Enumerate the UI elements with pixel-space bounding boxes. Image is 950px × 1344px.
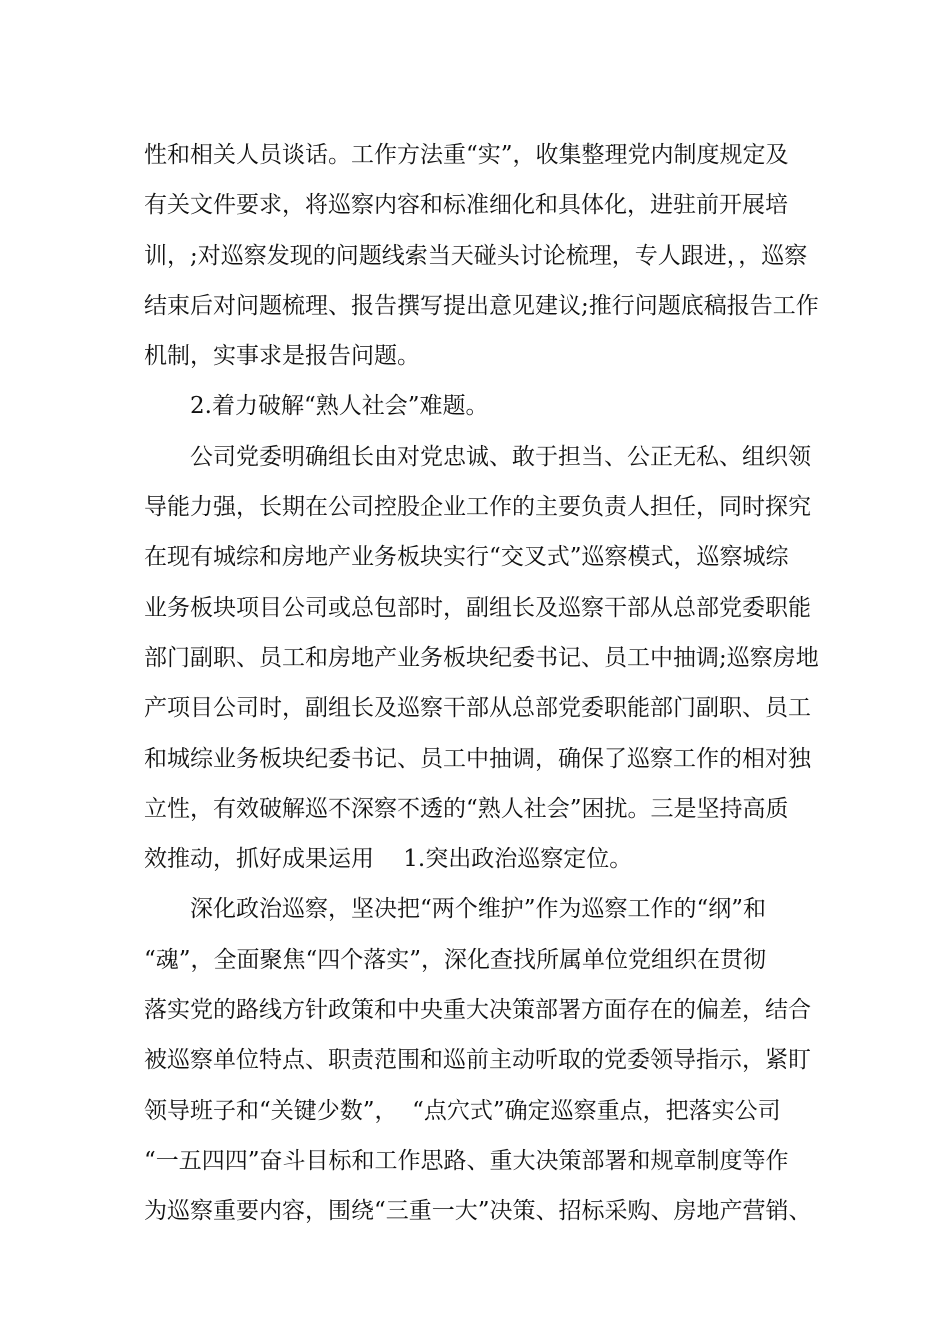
text-line: 领导班子和“关键少数”， “点穴式”确定巡察重点，把落实公司 (144, 1097, 781, 1124)
text-line: 有关文件要求，将巡察内容和标准细化和具体化，进驻前开展培 (144, 192, 788, 219)
text-line: 业务板块项目公司或总包部时，副组长及巡察干部从总部党委职能 (144, 594, 811, 621)
text-line: 在现有城综和房地产业务板块实行“交叉式”巡察模式，巡察城综 (144, 544, 789, 571)
text-line: 落实党的路线方针政策和中央重大决策部署方面存在的偏差，结合 (144, 997, 811, 1024)
text-line: 部门副职、员工和房地产业务板块纪委书记、员工中抽调;巡察房地 (144, 644, 819, 671)
text-line: 机制，实事求是报告问题。 (144, 343, 420, 370)
text-line: 效推动，抓好成果运用 1.突出政治巡察定位。 (144, 846, 633, 873)
text-line: 被巡察单位特点、职责范围和巡前主动听取的党委领导指示，紧盯 (144, 1047, 811, 1074)
section-heading: 2.着力破解“熟人社会”难题。 (190, 393, 489, 420)
text-line: 训，;对巡察发现的问题线索当天碰头讨论梳理，专人跟进，，巡察 (144, 242, 808, 269)
text-line: 公司党委明确组长由对党忠诚、敢于担当、公正无私、组织领 (190, 443, 811, 470)
text-line: 结束后对问题梳理、报告撰写提出意见建议;推行问题底稿报告工作 (144, 292, 819, 319)
text-line: 产项目公司时，副组长及巡察干部从总部党委职能部门副职、员工 (144, 695, 811, 722)
text-line: 和城综业务板块纪委书记、员工中抽调，确保了巡察工作的相对独 (144, 745, 811, 772)
text-line: 导能力强，长期在公司控股企业工作的主要负责人担任，同时探究 (144, 494, 811, 521)
text-line: “魂”，全面聚焦“四个落实”，深化查找所属单位党组织在贯彻 (144, 946, 767, 973)
text-line: 立性，有效破解巡不深察不透的“熟人社会”困扰。三是坚持高质 (144, 795, 789, 822)
body-text (144, 130, 834, 1237)
text-line: 深化政治巡察，坚决把“两个维护”作为巡察工作的“纲”和 (190, 896, 767, 923)
text-line: “一五四四”奋斗目标和工作思路、重大决策部署和规章制度等作 (144, 1147, 789, 1174)
text-line: 为巡察重要内容，围绕“三重一大”决策、招标采购、房地产营销、 (144, 1198, 812, 1225)
text-line: 性和相关人员谈话。工作方法重“实”，收集整理党内制度规定及 (144, 142, 789, 168)
